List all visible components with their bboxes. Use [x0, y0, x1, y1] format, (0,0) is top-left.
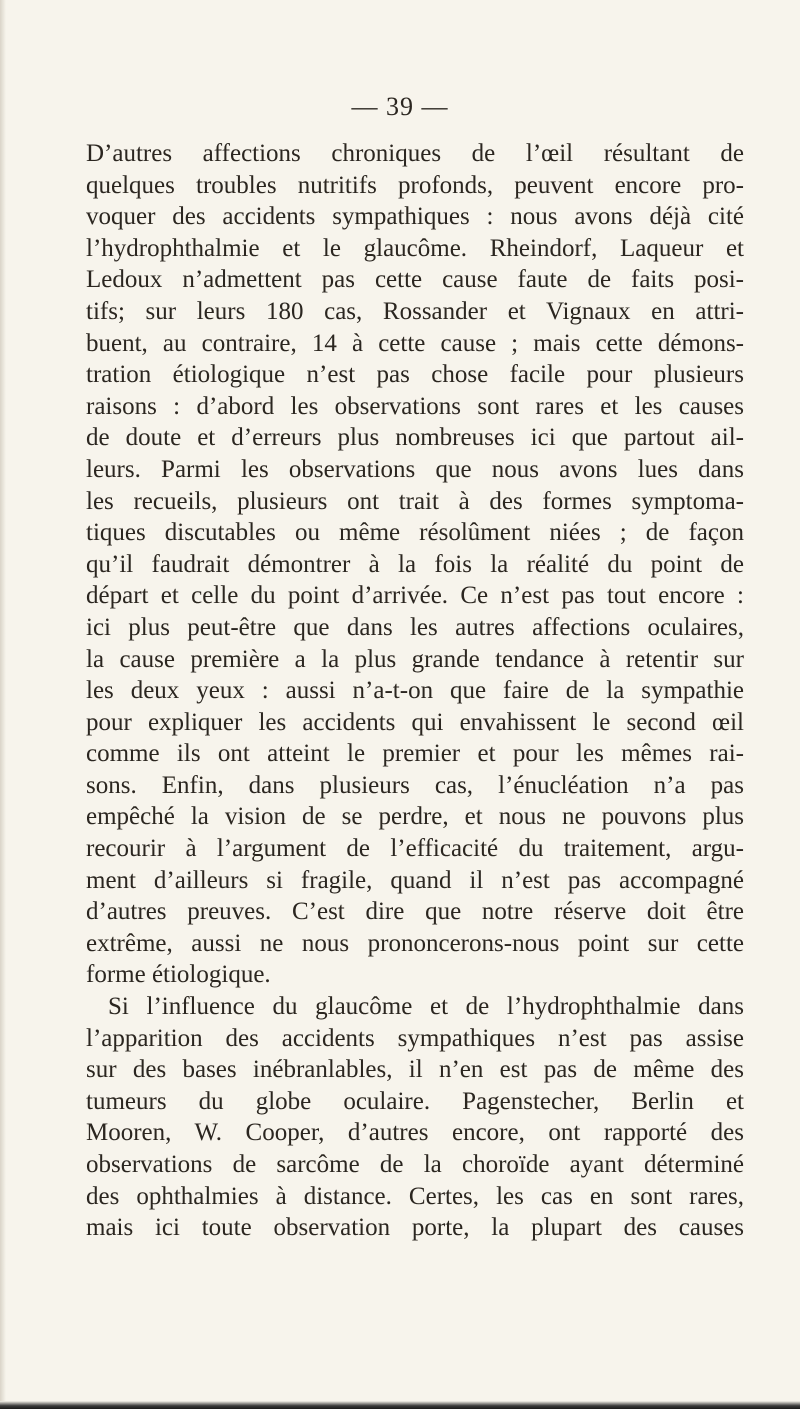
text-line: empêché la vision de se perdre, et nous ne pouvons plus — [86, 803, 744, 831]
text-line: ici plus peut-être que dans les autres affections oculaires, — [86, 613, 744, 641]
text-line: recourir à l’argument de l’efficacité du traitement, argu- — [86, 835, 744, 863]
text-line: comme ils ont atteint le premier et pour les mêmes rai- — [86, 740, 744, 768]
text-line: l’hydrophthalmie et le glaucôme. Rheindorf, Laqueur et — [86, 234, 744, 262]
text-line: Si l’influence du glaucôme et de l’hydrophthalmie dans — [108, 993, 744, 1021]
text-line: qu’il faudrait démontrer à la fois la réalité du point de — [86, 550, 744, 578]
text-line: ment d’ailleurs si fragile, quand il n’est pas accompagné — [86, 866, 744, 894]
text-line: forme étiologique. — [86, 961, 271, 989]
text-line: pour expliquer les accidents qui envahissent le second œil — [86, 708, 744, 736]
text-line: tiques discutables ou même résolûment niées ; de façon — [86, 519, 744, 547]
page-bottom-edge-shadow — [0, 1401, 800, 1409]
page-left-edge-shadow — [0, 0, 6, 1409]
text-line: tumeurs du globe oculaire. Pagenstecher, Berlin et — [86, 1087, 744, 1115]
text-line: raisons : d’abord les observations sont rares et les causes — [86, 392, 744, 420]
text-line: de doute et d’erreurs plus nombreuses ici que partout ail- — [86, 424, 744, 452]
text-line: la cause première a la plus grande tendance à retentir sur — [86, 645, 744, 673]
text-line: l’apparition des accidents sympathiques n’est pas assise — [86, 1024, 744, 1052]
text-line: départ et celle du point d’arrivée. Ce n’est pas tout encore : — [86, 582, 744, 610]
text-line: buent, au contraire, 14 à cette cause ; mais cette démons- — [86, 329, 744, 357]
text-line: D’autres affections chroniques de l’œil résultant de — [86, 140, 744, 167]
text-line: voquer des accidents sympathiques : nous avons déjà cité — [86, 203, 744, 231]
text-line: quelques troubles nutritifs profonds, peuvent encore pro- — [86, 171, 744, 199]
body-text — [86, 138, 744, 1244]
text-line: tration étiologique n’est pas chose facile pour plusieurs — [86, 361, 744, 389]
text-line: leurs. Parmi les observations que nous avons lues dans — [86, 455, 744, 483]
text-line: extrême, aussi ne nous prononcerons-nous point sur cette — [86, 929, 744, 957]
text-line: des ophthalmies à distance. Certes, les cas en sont rares, — [86, 1182, 744, 1210]
text-line: mais ici toute observation porte, la plupart des causes — [86, 1214, 744, 1242]
page-number: — 39 — — [351, 92, 449, 121]
text-line: Ledoux n’admettent pas cette cause faute de faits posi- — [86, 266, 744, 294]
text-line: les deux yeux : aussi n’a-t-on que faire de la sympathie — [86, 677, 744, 705]
text-line: tifs; sur leurs 180 cas, Rossander et Vignaux en attri- — [86, 297, 744, 325]
text-line: d’autres preuves. C’est dire que notre réserve doit être — [86, 898, 744, 926]
text-line: sons. Enfin, dans plusieurs cas, l’énucléation n’a pas — [86, 771, 744, 799]
text-line: sur des bases inébranlables, il n’en est pas de même des — [86, 1056, 744, 1084]
text-line: les recueils, plusieurs ont trait à des formes symptoma- — [86, 487, 744, 515]
text-line: observations de sarcôme de la choroïde ayant déterminé — [86, 1151, 744, 1178]
text-line: Mooren, W. Cooper, d’autres encore, ont rapporté des — [86, 1119, 744, 1147]
